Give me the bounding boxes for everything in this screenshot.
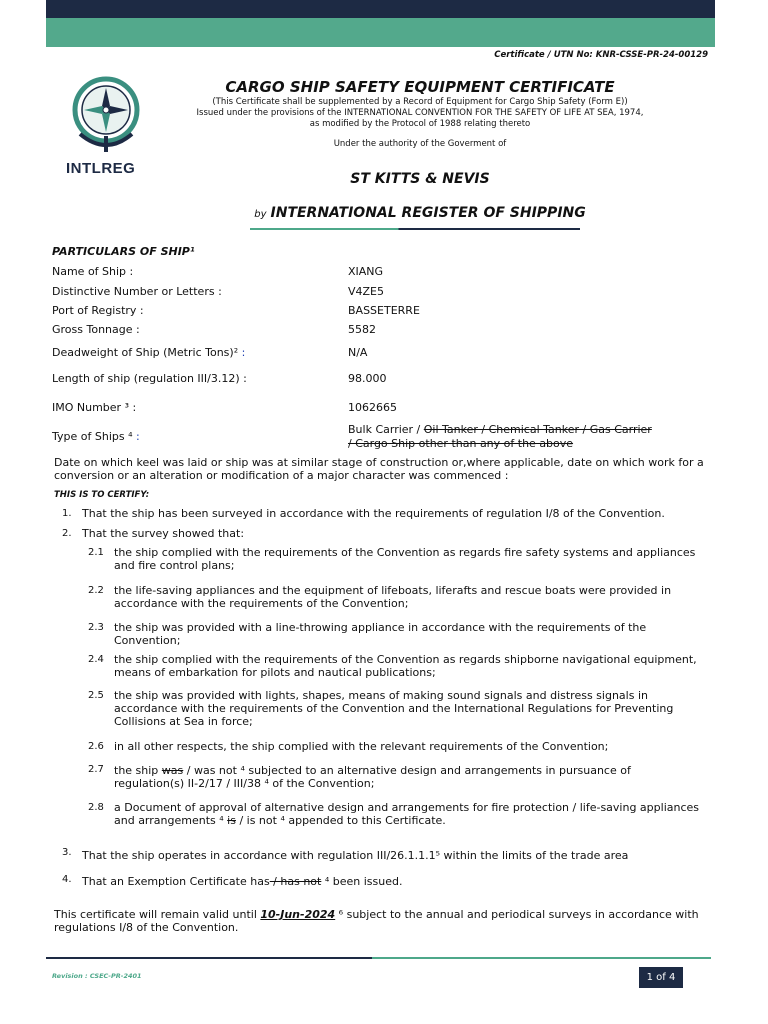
by-label: by: [254, 209, 267, 220]
certificate-subtitle: [150, 97, 690, 130]
sub-item-2-7: [114, 764, 704, 790]
field-label: [52, 346, 245, 359]
text-part: the ship: [114, 764, 162, 777]
item-number: 2.: [62, 528, 72, 539]
sub-number: 2.7: [88, 764, 104, 775]
logo-text: INTLREG: [66, 160, 136, 177]
field-label: Gross Tonnage :: [52, 323, 140, 336]
certificate-title: CARGO SHIP SAFETY EQUIPMENT CERTIFICATE: [225, 78, 615, 96]
sub-number: 2.3: [88, 622, 104, 633]
certify-item-2: That the survey showed that:: [82, 527, 245, 540]
ship-type-selected: Bulk Carrier /: [348, 423, 424, 436]
struck-text: was: [161, 764, 184, 777]
certificate-number: Certificate / UTN No: KNR-CSSE-PR-24-00129: [494, 50, 708, 60]
sub-item-2-4: the ship complied with the requirements of the Convention as regards shipborne navigational equipment, means of embarkation for pilots and nautical publications;: [114, 653, 697, 679]
issuer-name: INTERNATIONAL REGISTER OF SHIPPING: [270, 205, 586, 221]
field-label: Distinctive Number or Letters :: [52, 285, 222, 298]
field-label: Name of Ship :: [52, 265, 134, 278]
label-colon: :: [136, 430, 140, 443]
sub-number: 2.5: [88, 690, 104, 701]
field-label: [52, 430, 140, 443]
sub-number: 2.1: [88, 547, 104, 558]
page-number-badge: 1 of 4: [639, 967, 683, 988]
subtitle-line-1: (This Certificate shall be supplemented by a Record of Equipment for Cargo Ship Safety (Form E)): [212, 97, 628, 107]
field-value: V4ZE5: [348, 285, 385, 298]
item-number: 4.: [62, 874, 72, 885]
sub-item-2-2: the life-saving appliances and the equipment of lifeboats, liferafts and rescue boats were provided in accordance with the requirements of the Convention;: [114, 584, 672, 610]
ship-type-struck-2: / Cargo Ship other than any of the above: [348, 437, 574, 450]
label-colon: :: [241, 346, 246, 359]
field-value: 5582: [348, 323, 376, 336]
keel-date-text: Date on which keel was laid or ship was at similar stage of construction or,where applicable, date on which work for a conversion or an alteration or modification of a major character was commenced :: [54, 456, 704, 482]
sub-item-2-6: in all other respects, the ship complied with the relevant requirements of the Convention;: [114, 740, 609, 753]
top-band-dark: [46, 0, 715, 18]
text-part: / was not ⁴ subjected to an alternative design and arrangements in pursuance of regulation(s) II-2/17 / III/38 ⁴ of the Convention;: [114, 764, 631, 790]
field-label: Port of Registry :: [52, 304, 144, 317]
field-label: Length of ship (regulation III/3.12) :: [52, 372, 247, 385]
subtitle-line-2: Issued under the provisions of the INTERNATIONAL CONVENTION FOR THE SAFETY OF LIFE AT SEA, 1974,: [196, 108, 644, 118]
text-part: / is not ⁴ appended to this Certificate.: [235, 814, 446, 827]
certify-heading: THIS IS TO CERTIFY:: [54, 490, 150, 500]
field-value: BASSETERRE: [348, 304, 420, 317]
expiry-date: 10-Jun-2024: [260, 908, 336, 921]
country-name: ST KITTS & NEVIS: [350, 171, 490, 187]
issuer-underline: [250, 228, 580, 230]
sub-number: 2.4: [88, 654, 104, 665]
particulars-heading: PARTICULARS OF SHIP¹: [52, 245, 195, 258]
top-band-green: [46, 18, 715, 47]
certify-item-4: [82, 875, 702, 888]
sub-item-2-3: the ship was provided with a line-throwing appliance in accordance with the requirements of the Convention;: [114, 621, 647, 647]
struck-text: / has not: [269, 875, 322, 888]
field-value: XIANG: [348, 265, 384, 278]
text-part: a Document of approval of alternative design and arrangements for fire protection / life-saving appliances and arrangements ⁴: [114, 801, 700, 827]
text-part: ⁶ subject to the annual and periodical surveys in accordance with regulations I/8 of the Convention.: [54, 908, 699, 934]
certify-item-3: That the ship operates in accordance with regulation III/26.1.1.1⁵ within the limits of the trade area: [82, 849, 629, 862]
field-value: 98.000: [348, 372, 387, 385]
sub-number: 2.8: [88, 802, 104, 813]
item-number: 1.: [62, 508, 72, 519]
footer-divider: [46, 957, 711, 959]
certify-item-1: That the ship has been surveyed in accordance with the requirements of regulation I/8 of the Convention.: [82, 507, 665, 520]
ship-type-struck: Oil Tanker / Chemical Tanker / Gas Carrier: [423, 423, 652, 436]
text-part: ⁴ been issued.: [321, 875, 403, 888]
sub-item-2-5: the ship was provided with lights, shapes, means of making sound signals and distress signals in accordance with the requirements of the Convention and the International Regulations for Preventing Collisions at Sea in force;: [114, 689, 674, 728]
revision-label: Revision : CSEC-PR-2401: [52, 972, 142, 980]
subtitle-line-3: as modified by the Protocol of 1988 relating thereto: [309, 119, 531, 129]
issuer-line: [150, 205, 690, 221]
field-value: 1062665: [348, 401, 397, 414]
sub-item-2-1: the ship complied with the requirements of the Convention as regards fire safety systems and appliances and fire control plans;: [114, 546, 696, 572]
field-value: N/A: [348, 346, 368, 359]
validity-text: [54, 908, 704, 934]
text-part: This certificate will remain valid until: [54, 908, 261, 921]
authority-text: Under the authority of the Goverment of: [333, 139, 507, 149]
label-text: Type of Ships ⁴: [52, 430, 136, 443]
field-value: [348, 423, 652, 451]
item-number: 3.: [62, 847, 72, 858]
sub-item-2-8: [114, 801, 704, 827]
label-text: Deadweight of Ship (Metric Tons)²: [52, 346, 242, 359]
sub-number: 2.6: [88, 741, 104, 752]
text-part: That an Exemption Certificate has: [82, 875, 270, 888]
field-label: IMO Number ³ :: [52, 401, 137, 414]
sub-number: 2.2: [88, 585, 104, 596]
struck-text: is: [227, 814, 236, 827]
intlreg-logo: [60, 74, 152, 184]
